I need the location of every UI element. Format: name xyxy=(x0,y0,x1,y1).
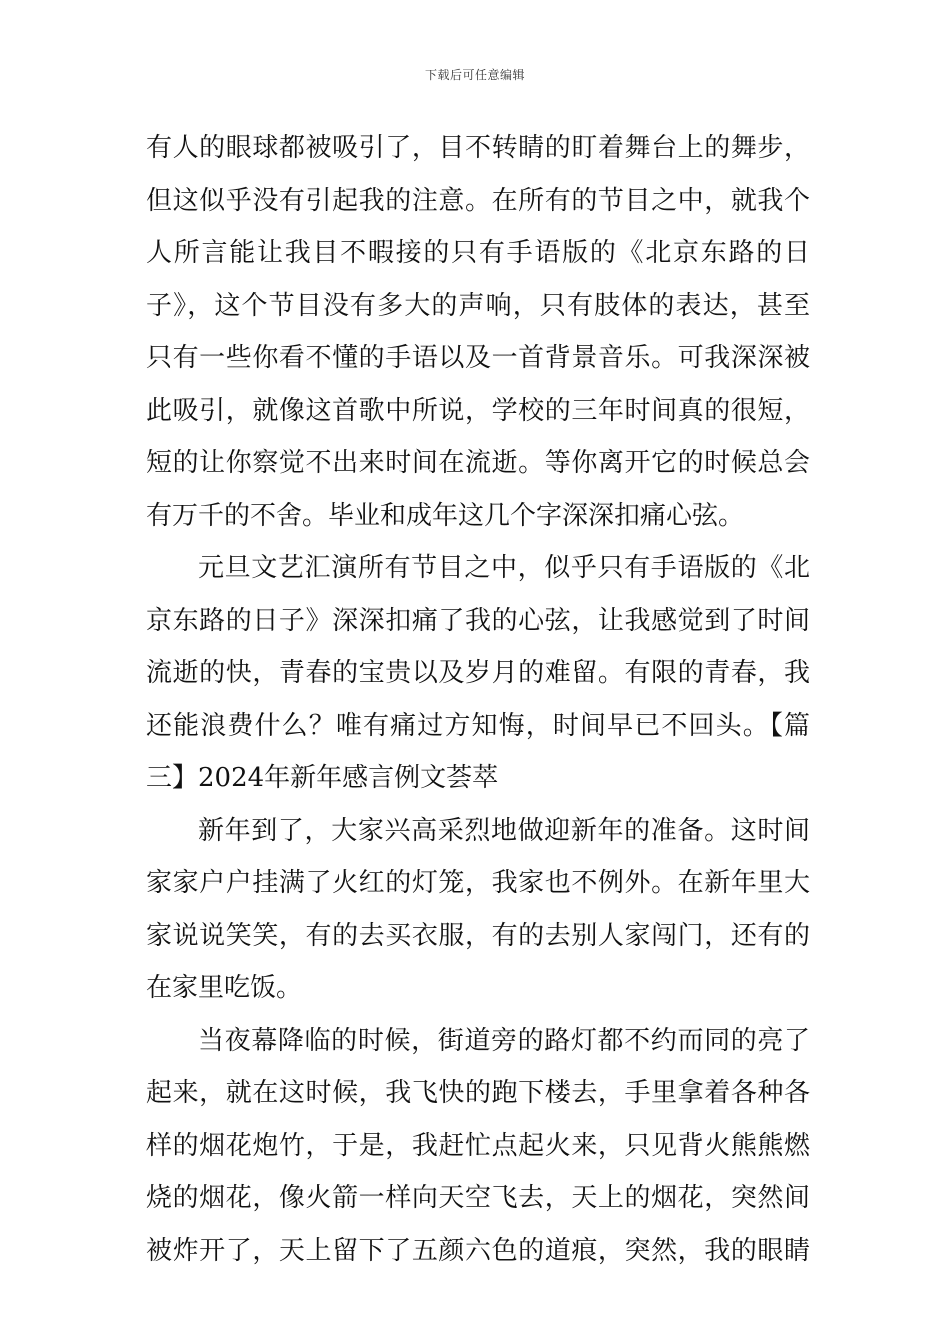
page-header: 下载后可任意编辑 xyxy=(424,68,525,82)
text-line: 但这似乎没有引起我的注意。在所有的节目之中，就我个 xyxy=(146,185,810,216)
text-line: 子》，这个节目没有多大的声响，只有肢体的表达，甚至 xyxy=(146,290,810,321)
text-line: 人所言能让我目不暇接的只有手语版的《北京东路的日 xyxy=(146,238,810,268)
text-line: 京东路的日子》深深扣痛了我的心弦，让我感觉到了时间 xyxy=(146,605,810,636)
text-line: 有人的眼球都被吸引了，目不转睛的盯着舞台上的舞步， xyxy=(146,133,810,163)
text-line: 样的烟花炮竹，于是，我赶忙点起火来，只见背火熊熊燃 xyxy=(146,1130,810,1161)
text-line: 元旦文艺汇演所有节目之中，似乎只有手语版的《北 xyxy=(198,553,810,583)
text-line: 烧的烟花，像火箭一样向天空飞去，天上的烟花，突然间 xyxy=(146,1183,810,1213)
text-line: 有万千的不舍。毕业和成年这几个字深深扣痛心弦。 xyxy=(146,500,745,531)
document-body xyxy=(146,122,810,1277)
text-line: 三】2024年新年感言例文荟萃 xyxy=(146,763,499,793)
text-line: 家说说笑笑，有的去买衣服，有的去别人家闯门，还有的 xyxy=(146,920,810,951)
text-line: 只有一些你看不懂的手语以及一首背景音乐。可我深深被 xyxy=(146,343,810,373)
text-line: 此吸引，就像这首歌中所说，学校的三年时间真的很短， xyxy=(146,395,810,426)
text-line: 新年到了，大家兴高采烈地做迎新年的准备。这时间 xyxy=(198,815,810,846)
text-line: 家家户户挂满了火红的灯笼，我家也不例外。在新年里大 xyxy=(146,868,810,898)
text-line: 起来，就在这时候，我飞快的跑下楼去，手里拿着各种各 xyxy=(146,1078,810,1108)
text-line: 短的让你察觉不出来时间在流逝。等你离开它的时候总会 xyxy=(146,448,810,478)
text-line: 当夜幕降临的时候，街道旁的路灯都不约而同的亮了 xyxy=(198,1025,810,1056)
text-line: 还能浪费什么？唯有痛过方知悔，时间早已不回头。【篇 xyxy=(146,710,810,741)
text-line: 流逝的快，青春的宝贵以及岁月的难留。有限的青春，我 xyxy=(146,658,810,688)
text-line: 被炸开了，天上留下了五颜六色的道痕，突然，我的眼睛 xyxy=(146,1235,810,1266)
text-line: 在家里吃饭。 xyxy=(146,973,303,1003)
